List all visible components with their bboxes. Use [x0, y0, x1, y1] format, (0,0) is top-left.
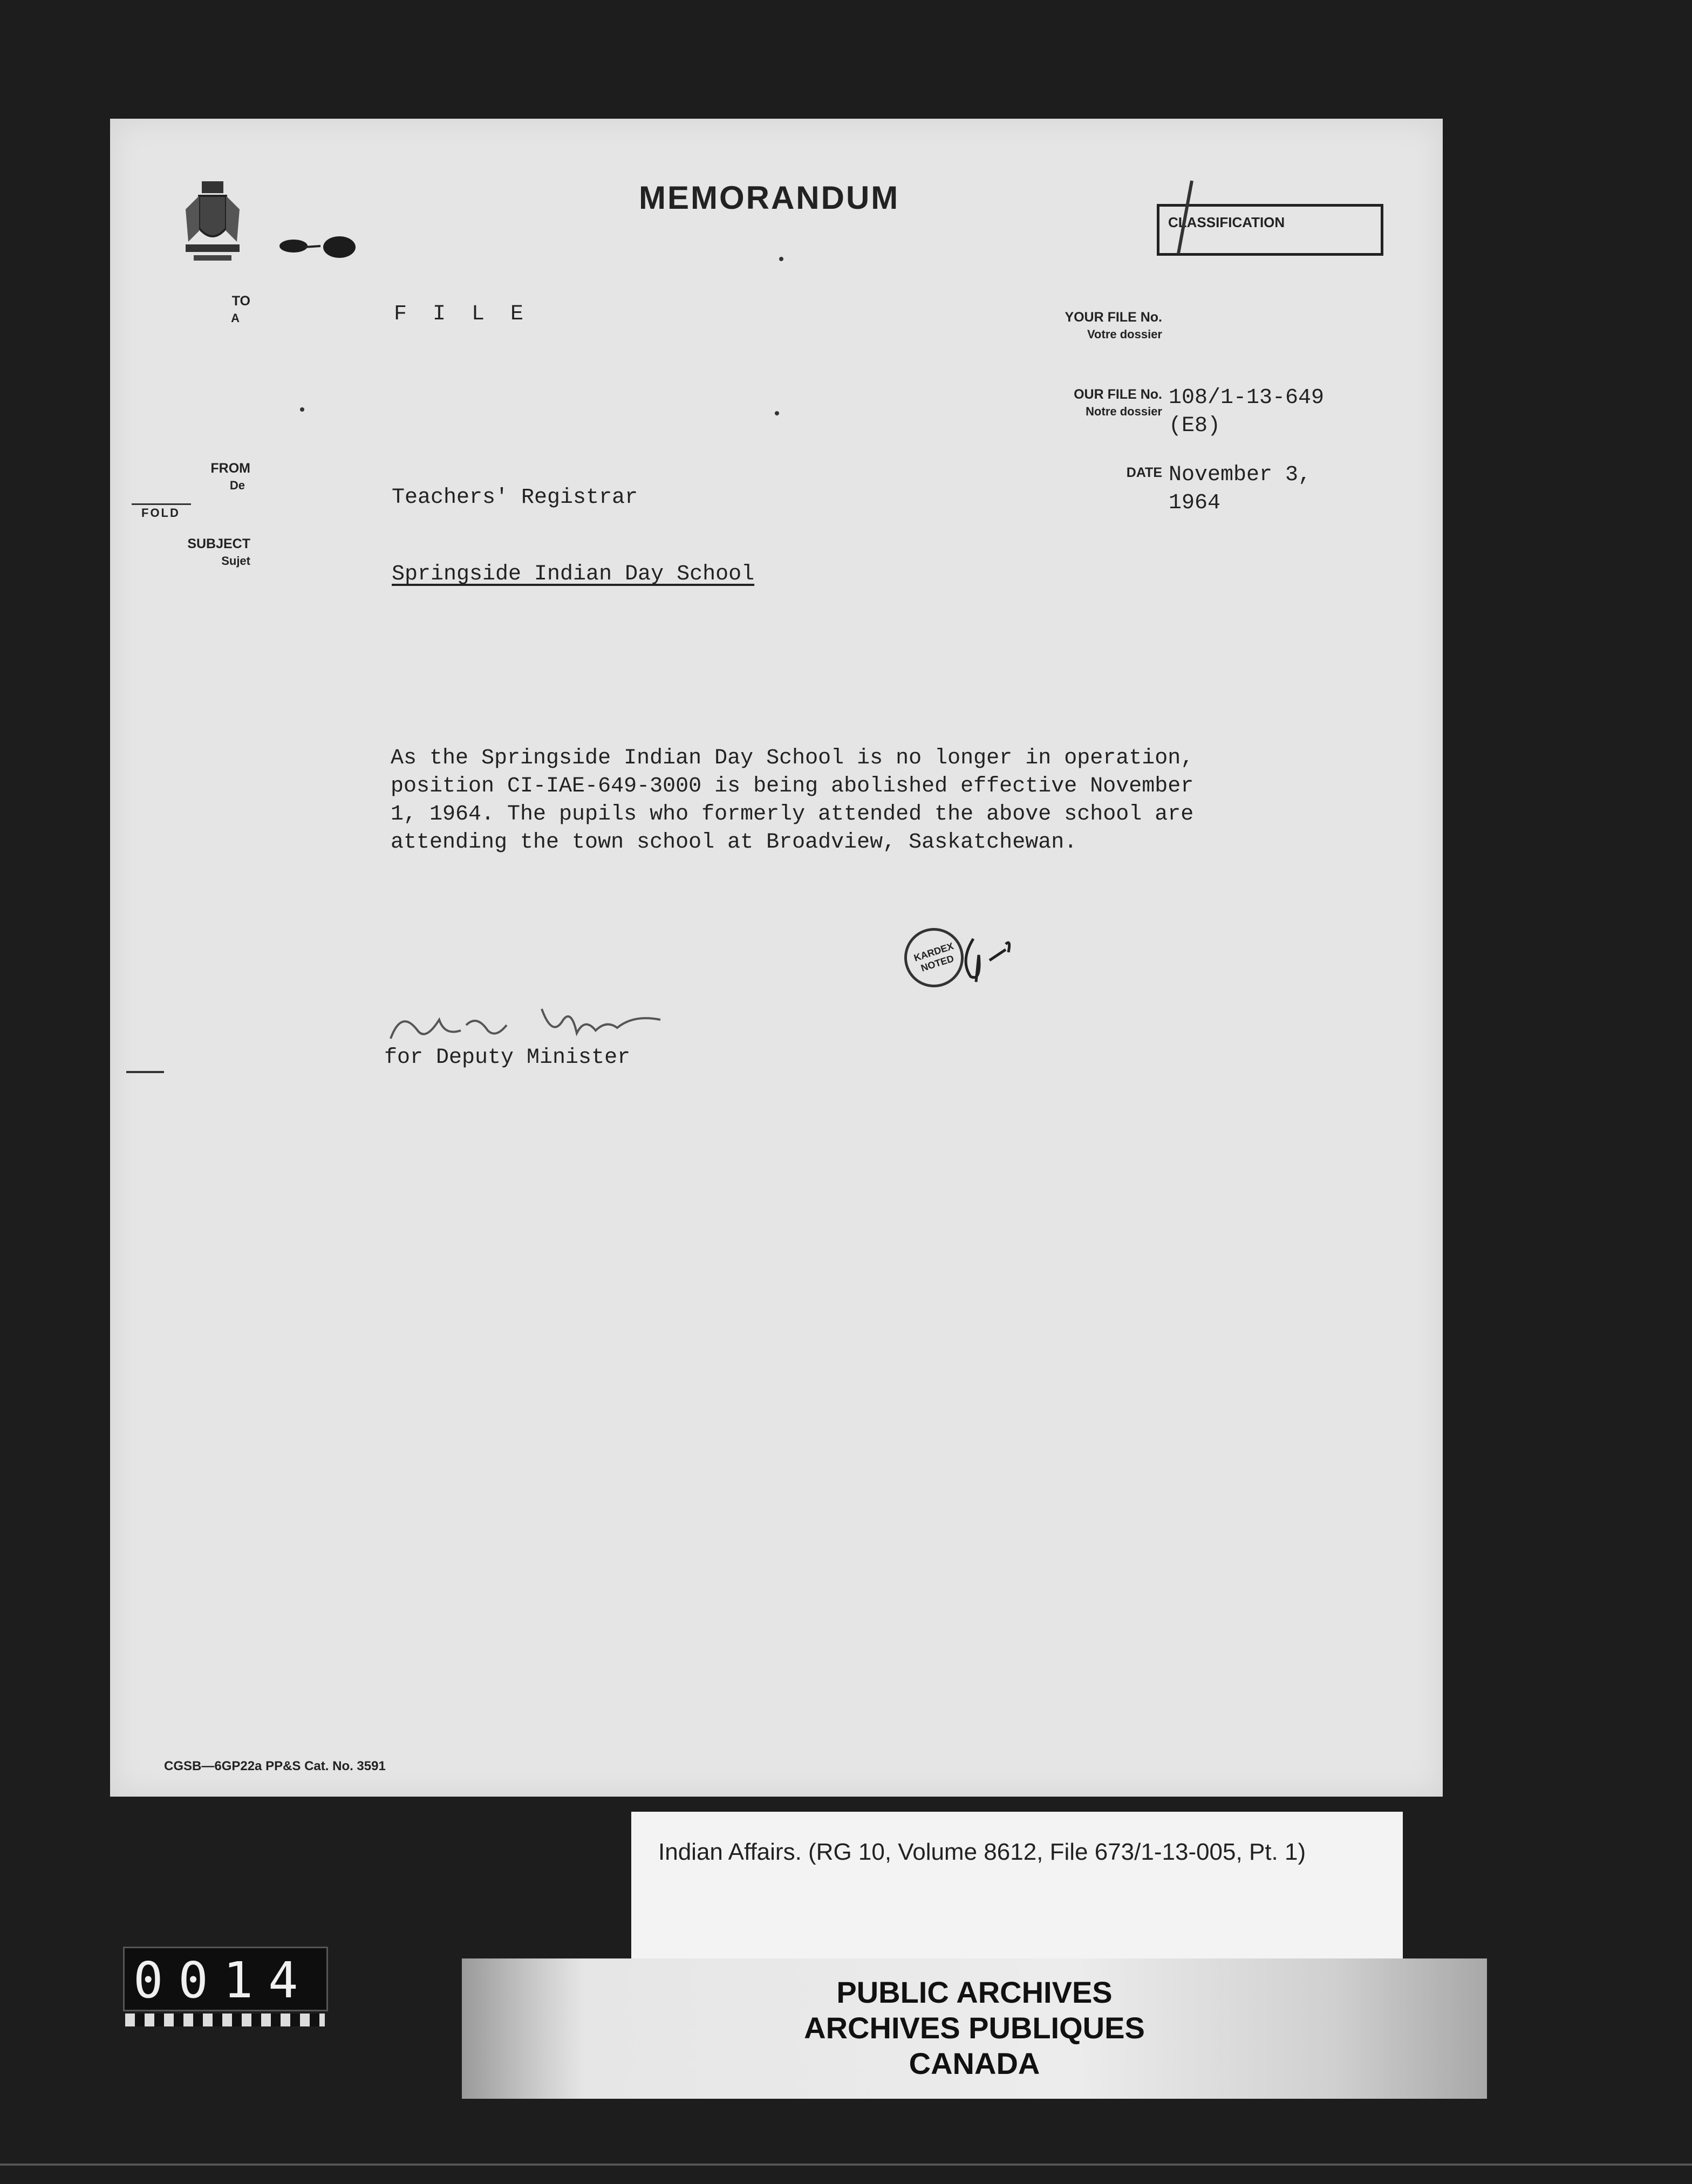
frame-counter — [123, 1947, 328, 2011]
subject-value: Springside Indian Day School — [392, 562, 755, 586]
signature-title: for Deputy Minister — [384, 1046, 631, 1070]
our-file-label-fr: Notre dossier — [1086, 405, 1162, 418]
from-label — [191, 460, 250, 494]
our-file-label — [984, 386, 1162, 420]
fold-label: FOLD — [141, 506, 180, 520]
to-label-en: TO — [231, 294, 250, 309]
archive-band — [462, 1958, 1487, 2099]
memo-title: MEMORANDUM — [639, 180, 900, 216]
your-file-label-fr: Votre dossier — [1087, 327, 1162, 341]
frame-number: 0014 — [133, 1951, 313, 2009]
stamp-text: KARDEX NOTED — [912, 940, 956, 974]
form-number: CGSB—6GP22a PP&S Cat. No. 3591 — [164, 1759, 386, 1773]
our-file-label-en: OUR FILE No. — [1074, 387, 1162, 402]
archive-line-1: PUBLIC ARCHIVES — [836, 1975, 1113, 2009]
film-edge — [0, 2163, 1692, 2166]
pen-mark-icon — [1168, 178, 1200, 259]
margin-mark — [126, 1071, 164, 1073]
archive-text — [462, 1975, 1487, 2081]
kardex-stamp — [904, 928, 964, 987]
subject-label — [175, 535, 250, 570]
initials-mark-icon — [957, 928, 1033, 987]
date-line-1: November 3, — [1169, 463, 1312, 487]
to-label-fr: A — [231, 311, 240, 325]
coat-of-arms-icon — [175, 177, 250, 269]
fold-line — [132, 503, 191, 505]
memo-page — [110, 119, 1443, 1797]
your-file-label-en: YOUR FILE No. — [1065, 310, 1162, 325]
speck — [300, 407, 304, 412]
archive-line-3: CANADA — [909, 2046, 1040, 2080]
our-file-value — [1169, 384, 1324, 440]
ink-blot-icon — [272, 231, 364, 263]
from-label-fr: De — [229, 479, 245, 492]
subject-label-en: SUBJECT — [187, 536, 250, 551]
archive-line-2: ARCHIVES PUBLIQUES — [804, 2011, 1145, 2045]
speck — [779, 257, 783, 261]
our-file-suffix: (E8) — [1169, 414, 1221, 438]
subject-label-fr: Sujet — [221, 554, 250, 568]
date-value — [1169, 461, 1311, 517]
date-line-2: 1964 — [1169, 491, 1221, 515]
reference-text: Indian Affairs. (RG 10, Volume 8612, File 673/1-13-005, Pt. 1) — [658, 1839, 1306, 1865]
from-label-en: FROM — [210, 461, 250, 476]
our-file-number: 108/1-13-649 — [1169, 386, 1325, 410]
to-value: F I L E — [394, 302, 530, 326]
film-sprockets — [125, 2014, 325, 2026]
from-value: Teachers' Registrar — [392, 486, 638, 510]
memo-body: As the Springside Indian Day School is no longer in operation, position CI-IAE-649-3000 is being abolished effective November 1, 1964. The pupils who formerly attended the above school are attending the town school at Broadview, Saskatchewan. — [391, 746, 1194, 855]
your-file-label — [984, 309, 1162, 343]
classification-label: CLASSIFICATION — [1168, 214, 1285, 230]
speck — [775, 411, 779, 415]
date-label: DATE — [1126, 465, 1162, 480]
to-label — [191, 292, 250, 327]
